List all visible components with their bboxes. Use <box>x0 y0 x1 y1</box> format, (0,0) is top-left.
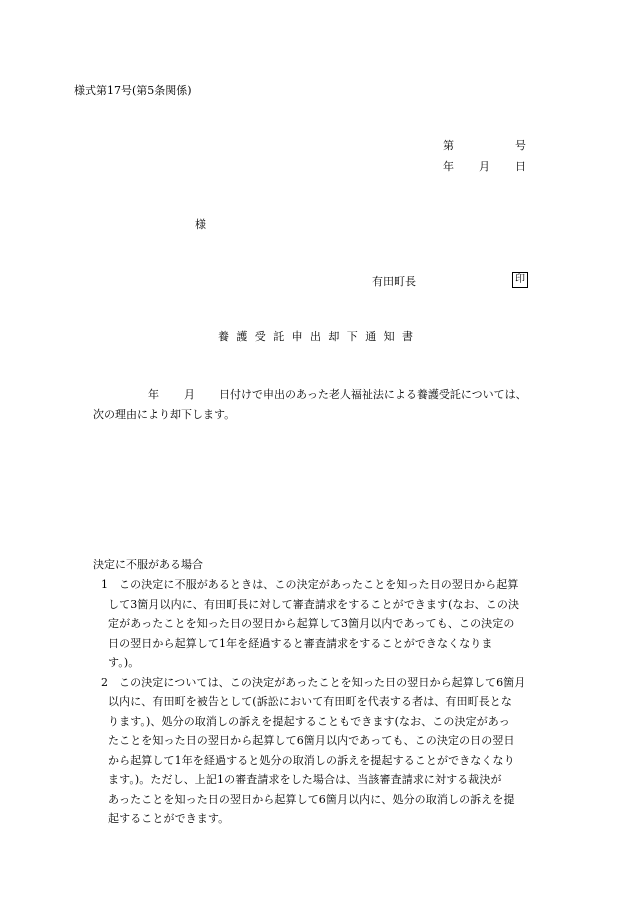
appeal-item-line: から起算して1年を経過すると処分の取消しの訴えを提起することができなくなり <box>108 754 515 767</box>
body-year-label: 年 <box>148 388 159 401</box>
document-title: 養護受託申出却下通知書 <box>218 330 421 343</box>
appeal-item-line: この決定については、この決定があったことを知った日の翌日から起算して6箇月 <box>119 676 526 689</box>
appeal-item-line: あったことを知った日の翌日から起算して6箇月以内に、処分の取消しの訴えを提 <box>108 793 515 806</box>
appeal-item-line: この決定に不服があるときは、この決定があったことを知った日の翌日から起算 <box>119 578 519 591</box>
appeal-item-number: 2 <box>101 676 108 689</box>
appeal-item-line: す。)。 <box>108 656 140 669</box>
document-number-prefix: 第 <box>443 139 454 152</box>
body-line-2: 次の理由により却下します。 <box>93 408 236 421</box>
appeal-item-line: して3箇月以内に、有田町長に対して審査請求をすることができます(なお、この決 <box>108 598 520 611</box>
appeal-item-line: 定があったことを知った日の翌日から起算して3箇月以内であっても、この決定の <box>108 617 515 630</box>
seal-stamp: 印 <box>512 272 528 288</box>
appeal-item-line: たことを知った日の翌日から起算して6箇月以内であっても、この決定の日の翌日 <box>108 734 515 747</box>
date-month-label: 月 <box>479 160 490 173</box>
appeal-item-number: 1 <box>101 578 108 591</box>
body-line-1: 日付けで申出のあった老人福祉法による養護受託については、 <box>219 388 527 401</box>
document-number-suffix: 号 <box>515 139 526 152</box>
appeal-heading: 決定に不服がある場合 <box>93 558 203 571</box>
appeal-item-line: ます。)。ただし、上記1の審査請求をした場合は、当該審査請求に対する裁決が <box>108 773 502 786</box>
appeal-item-line: 以内に、有田町を被告として(訴訟において有田町を代表する者は、有田町長とな <box>108 695 512 708</box>
form-number: 様式第17号(第5条関係) <box>74 84 192 97</box>
date-day-label: 日 <box>515 160 526 173</box>
issuer-name: 有田町長 <box>372 275 416 288</box>
addressee-honorific: 様 <box>195 218 206 231</box>
appeal-item-line: ります。)、処分の取消しの訴えを提起することもできます(なお、この決定があっ <box>108 715 510 728</box>
body-month-label: 月 <box>184 388 195 401</box>
appeal-item-line: 日の翌日から起算して1年を経過すると審査請求をすることができなくなりま <box>108 637 493 650</box>
date-year-label: 年 <box>443 160 454 173</box>
appeal-item-line: 起することができます。 <box>108 812 230 825</box>
